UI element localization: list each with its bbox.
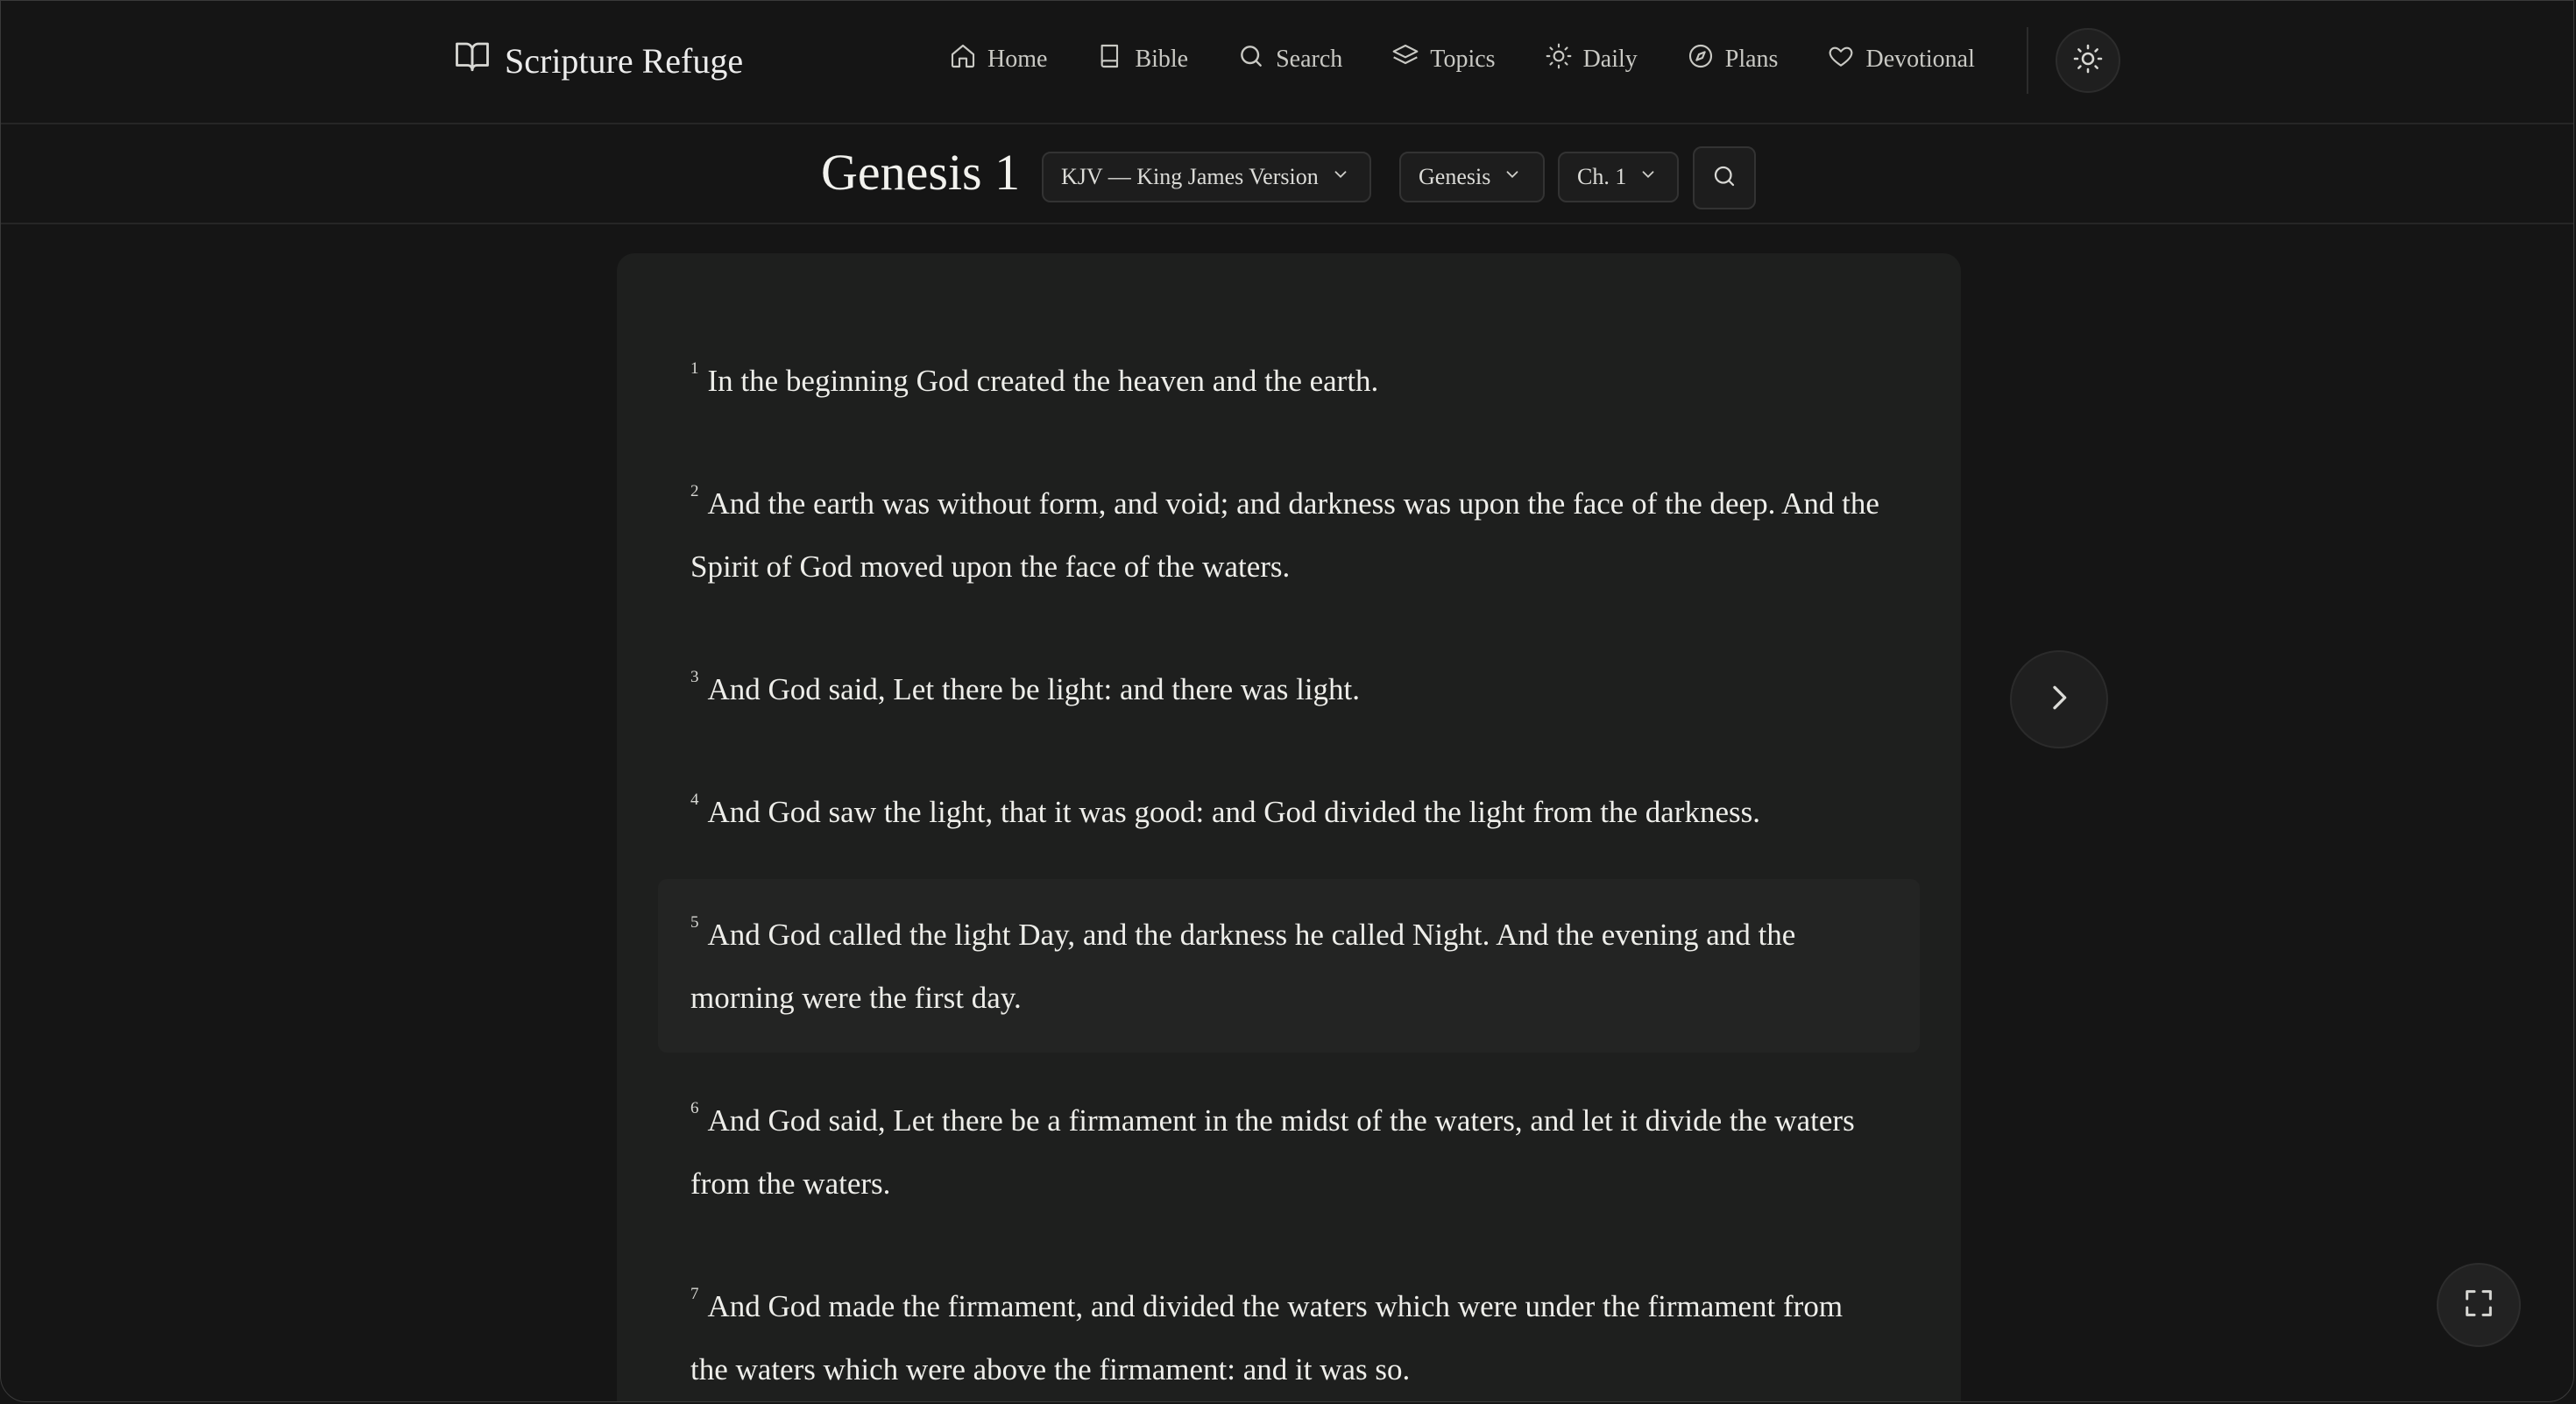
page-title: Genesis 1 [821,144,1021,201]
reader-toolbar [1,123,2573,224]
top-navigation [1,1,2573,124]
home-icon [949,42,977,77]
brand[interactable] [454,38,743,83]
verse-text: And God said, Let there be light: and there was light. [707,672,1361,706]
verse-number: 5 [690,913,699,932]
nav-item-devotional[interactable] [1827,42,1974,77]
verse[interactable] [658,658,1920,721]
reading-card [617,253,1961,1402]
nav-item-label: Plans [1724,46,1779,73]
brand-name: Scripture Refuge [505,40,744,81]
chevron-right-icon [2042,680,2077,720]
nav-item-topics[interactable] [1391,42,1495,77]
book-select-value: Genesis [1419,164,1491,189]
verse-number: 4 [690,791,699,809]
search-button[interactable] [1693,146,1756,209]
nav-item-label: Daily [1582,46,1638,73]
nav-item-label: Bible [1135,46,1189,73]
verse-text: And God said, Let there be a firmament in the midst of the waters, and let it divide the waters from the waters. [690,1103,1855,1201]
nav-divider [2027,27,2028,94]
nav-item-label: Search [1276,46,1343,73]
fullscreen-button[interactable] [2437,1263,2521,1347]
main-nav [949,39,2024,80]
verse-number: 6 [690,1099,699,1117]
verse-text: In the beginning God created the heaven and the earth. [707,364,1379,398]
verse-text: And God called the light Day, and the darkness he called Night. And the evening and the morning were the first day. [690,918,1796,1015]
verse-number: 2 [690,482,699,500]
version-select[interactable] [1042,152,1371,202]
verse[interactable] [658,781,1920,844]
verse-text: And the earth was without form, and void; and darkness was upon the face of the deep. And the Spirit of God moved upon the face of the waters. [690,486,1879,584]
nav-item-home[interactable] [949,42,1047,77]
verse-number: 1 [690,359,699,378]
nav-item-label: Devotional [1865,46,1975,73]
chevron-down-icon [1638,164,1658,190]
search-icon [1237,42,1265,77]
theme-toggle-button[interactable] [2056,28,2120,93]
verse-text: And God made the firmament, and divided the waters which were under the firmament from the waters which were above the firmament: and it was so. [690,1289,1844,1386]
verse-highlighted[interactable] [658,879,1920,1053]
chevron-down-icon [1331,164,1350,190]
fullscreen-icon [2461,1286,2496,1325]
version-select-value: KJV — King James Version [1061,164,1319,189]
search-icon [1711,163,1737,194]
verse[interactable] [658,1275,1920,1401]
book-select[interactable] [1399,152,1545,202]
layers-icon [1391,42,1419,77]
nav-item-label: Home [987,46,1048,73]
nav-item-plans[interactable] [1687,42,1779,77]
nav-item-daily[interactable] [1545,42,1638,77]
book-icon [1096,42,1124,77]
verse-text: And God saw the light, that it was good: and God divided the light from the darkness. [707,795,1760,829]
verse[interactable] [658,350,1920,413]
sun-icon [1545,42,1573,77]
verse[interactable] [658,472,1920,599]
verse-number: 3 [690,668,699,686]
verse-number: 7 [690,1285,699,1303]
heart-icon [1827,42,1855,77]
sun-icon [2072,43,2104,79]
nav-item-search[interactable] [1237,42,1342,77]
verse[interactable] [658,1089,1920,1216]
nav-item-bible[interactable] [1096,42,1188,77]
chapter-select-value: Ch. 1 [1577,164,1627,189]
open-book-icon [454,38,491,83]
chevron-down-icon [1503,164,1522,190]
chapter-select[interactable] [1558,152,1679,202]
next-chapter-button[interactable] [2010,650,2108,748]
compass-icon [1687,42,1715,77]
nav-item-label: Topics [1430,46,1496,73]
